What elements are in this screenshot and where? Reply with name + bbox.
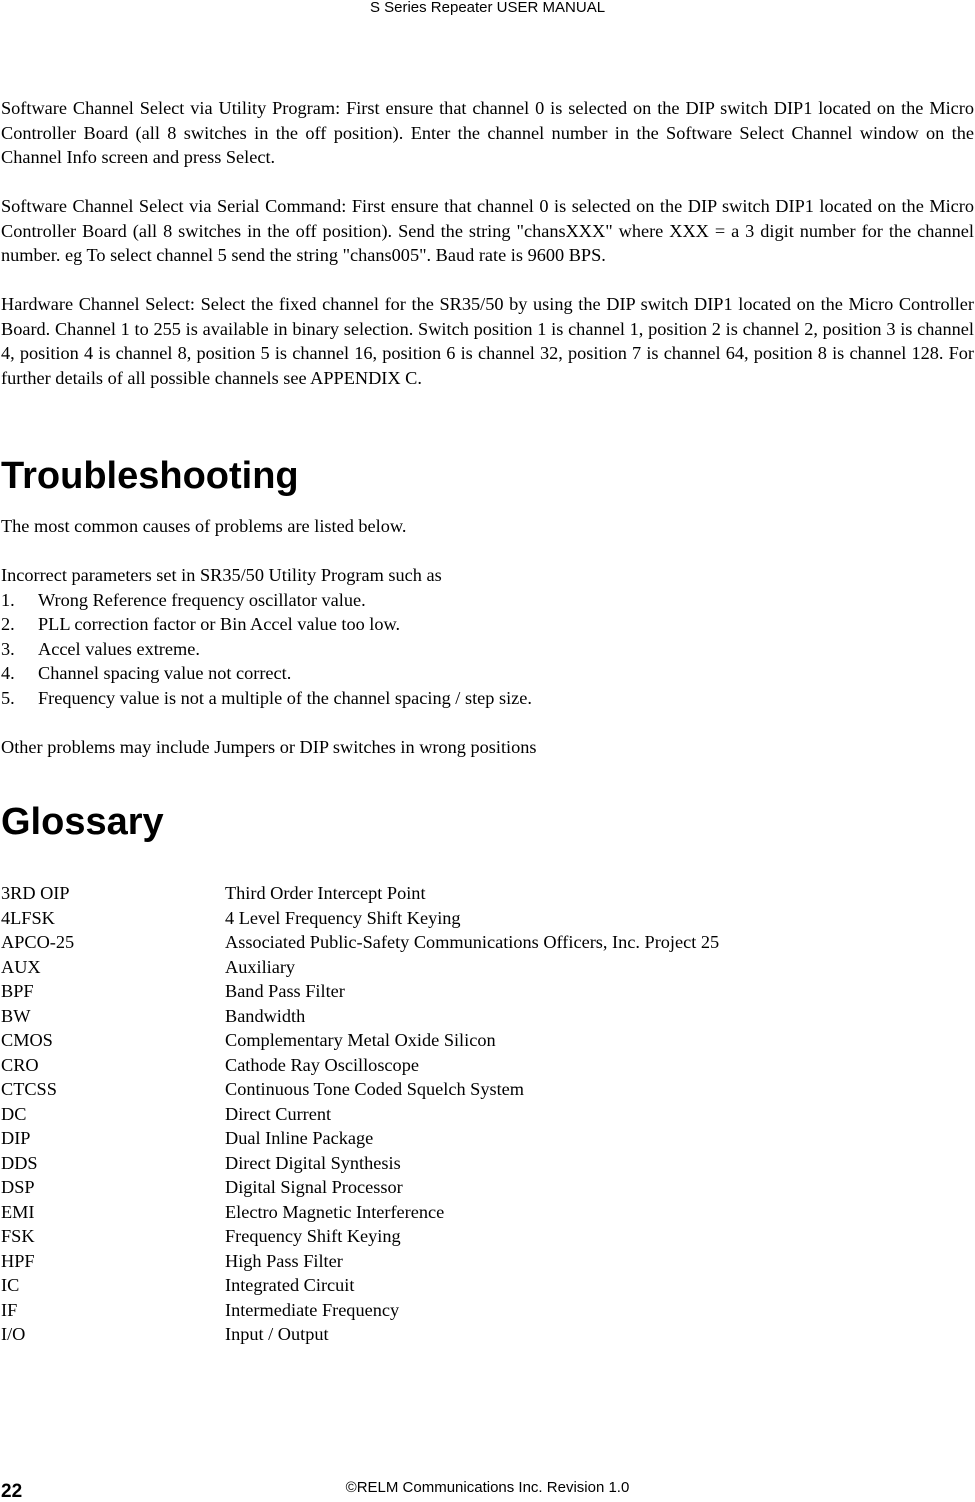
glossary-definition: 4 Level Frequency Shift Keying xyxy=(225,907,461,928)
list-item xyxy=(1,637,974,662)
glossary-row xyxy=(1,1249,974,1274)
list-item-number: 5. xyxy=(1,687,15,708)
glossary-definition: Direct Digital Synthesis xyxy=(225,1152,401,1173)
glossary-row xyxy=(1,1224,974,1249)
glossary-definition: Dual Inline Package xyxy=(225,1128,374,1148)
glossary-row xyxy=(1,1322,974,1347)
glossary-row xyxy=(1,1273,974,1298)
list-item-number: 1. xyxy=(1,589,15,610)
glossary-row xyxy=(1,1175,974,1200)
glossary-definition: Electro Magnetic Interference xyxy=(225,1201,445,1222)
glossary-term: EMI xyxy=(1,1201,35,1222)
software-channel-select-serial-paragraph: Software Channel Select via Serial Command: First ensure that channel 0 is selected on the DIP switch DIP1 located on the Micro Controller Board (all 8 switches in the off position). Send the string "chansXXX" where XXX = a 3 digit number for the channel number. eg To select channel 5 send the string "chans005". Baud rate is 9600 BPS. xyxy=(1,196,974,265)
glossary-definition: Direct Current xyxy=(225,1103,332,1124)
list-item xyxy=(1,661,974,686)
troubleshooting-other-note: Other problems may include Jumpers or DIP switches in wrong positions xyxy=(1,736,537,757)
glossary-term: FSK xyxy=(1,1226,35,1246)
glossary-heading: Glossary xyxy=(1,801,164,843)
glossary-row xyxy=(1,1126,974,1151)
glossary-row xyxy=(1,979,974,1004)
footer-copyright: ©RELM Communications Inc. Revision 1.0 xyxy=(345,1479,630,1496)
glossary-definition: Input / Output xyxy=(225,1324,329,1344)
troubleshooting-list xyxy=(1,588,974,711)
glossary-term: DDS xyxy=(1,1152,38,1173)
glossary-row xyxy=(1,1200,974,1225)
glossary-term: DIP xyxy=(1,1128,31,1148)
glossary-row xyxy=(1,1053,974,1078)
glossary-row xyxy=(1,1102,974,1127)
glossary-term: IF xyxy=(1,1299,18,1320)
manual-title: S Series Repeater USER MANUAL xyxy=(369,0,606,16)
glossary-term: HPF xyxy=(1,1250,35,1271)
troubleshooting-heading: Troubleshooting xyxy=(1,455,299,497)
page-content xyxy=(1,96,974,1347)
glossary-row xyxy=(1,906,974,931)
glossary-term: CMOS xyxy=(1,1030,53,1050)
glossary-term: CTCSS xyxy=(1,1079,57,1099)
glossary-definition: Intermediate Frequency xyxy=(225,1299,400,1320)
glossary-row xyxy=(1,955,974,980)
glossary-definition: Bandwidth xyxy=(225,1005,306,1026)
glossary-row xyxy=(1,1028,974,1053)
glossary-term: APCO-25 xyxy=(1,932,75,952)
glossary-term: BW xyxy=(1,1005,31,1026)
glossary-term: I/O xyxy=(1,1324,26,1344)
glossary-definition: Integrated Circuit xyxy=(225,1275,355,1295)
software-channel-select-utility-paragraph: Software Channel Select via Utility Program: First ensure that channel 0 is selected on the DIP switch DIP1 located on the Micro Controller Board (all 8 switches in the off position). Enter the channel number in the Software Select Channel window on the Channel Info screen and press Select. xyxy=(1,98,974,167)
troubleshooting-intro: The most common causes of problems are listed below. xyxy=(1,516,407,536)
list-item-text: PLL correction factor or Bin Accel value too low. xyxy=(38,614,401,634)
glossary-definition: Continuous Tone Coded Squelch System xyxy=(225,1079,525,1099)
glossary-definition: High Pass Filter xyxy=(225,1250,343,1271)
glossary-definition: Auxiliary xyxy=(225,956,296,977)
glossary-definition: Associated Public-Safety Communications Officers, Inc. Project 25 xyxy=(225,932,720,952)
glossary-term: CRO xyxy=(1,1054,39,1075)
glossary-row xyxy=(1,1004,974,1029)
glossary-term: 3RD OIP xyxy=(1,883,70,903)
list-item-number: 3. xyxy=(1,638,15,659)
list-item-text: Accel values extreme. xyxy=(38,638,200,659)
list-item-text: Wrong Reference frequency oscillator value. xyxy=(38,589,366,610)
glossary-term: IC xyxy=(1,1275,20,1295)
glossary-definition: Cathode Ray Oscilloscope xyxy=(225,1054,419,1075)
running-header xyxy=(0,0,975,16)
glossary-table xyxy=(1,881,974,1347)
list-item-text: Frequency value is not a multiple of the channel spacing / step size. xyxy=(38,687,532,708)
glossary-row xyxy=(1,1151,974,1176)
glossary-definition: Frequency Shift Keying xyxy=(225,1226,401,1246)
page-number: 22 xyxy=(1,1481,23,1502)
glossary-row xyxy=(1,1298,974,1323)
list-item xyxy=(1,686,974,711)
glossary-definition: Band Pass Filter xyxy=(225,981,345,1001)
list-item xyxy=(1,612,974,637)
list-item xyxy=(1,588,974,613)
glossary-row xyxy=(1,881,974,906)
glossary-row xyxy=(1,930,974,955)
hardware-channel-select-paragraph: Hardware Channel Select: Select the fixed channel for the SR35/50 by using the DIP switch DIP1 located on the Micro Controller Board. Channel 1 to 255 is available in binary selection. Switch position 1 is channel 1, position 2 is channel 2, position 3 is channel 4, position 4 is channel 8, position 5 is channel 16, position 6 is channel 32, position 7 is channel 64, position 8 is channel 128. For further details of all possible channels see APPENDIX C. xyxy=(1,294,974,388)
glossary-definition: Third Order Intercept Point xyxy=(225,883,426,903)
list-item-number: 2. xyxy=(1,614,15,634)
troubleshooting-list-intro: Incorrect parameters set in SR35/50 Utility Program such as xyxy=(1,565,442,585)
glossary-term: AUX xyxy=(1,956,41,977)
glossary-term: DC xyxy=(1,1103,27,1124)
glossary-definition: Complementary Metal Oxide Silicon xyxy=(225,1030,496,1050)
glossary-term: DSP xyxy=(1,1177,35,1197)
glossary-definition: Digital Signal Processor xyxy=(225,1177,403,1197)
glossary-row xyxy=(1,1077,974,1102)
glossary-term: 4LFSK xyxy=(1,907,55,928)
list-item-text: Channel spacing value not correct. xyxy=(38,663,292,683)
glossary-term: BPF xyxy=(1,981,34,1001)
list-item-number: 4. xyxy=(1,663,15,683)
